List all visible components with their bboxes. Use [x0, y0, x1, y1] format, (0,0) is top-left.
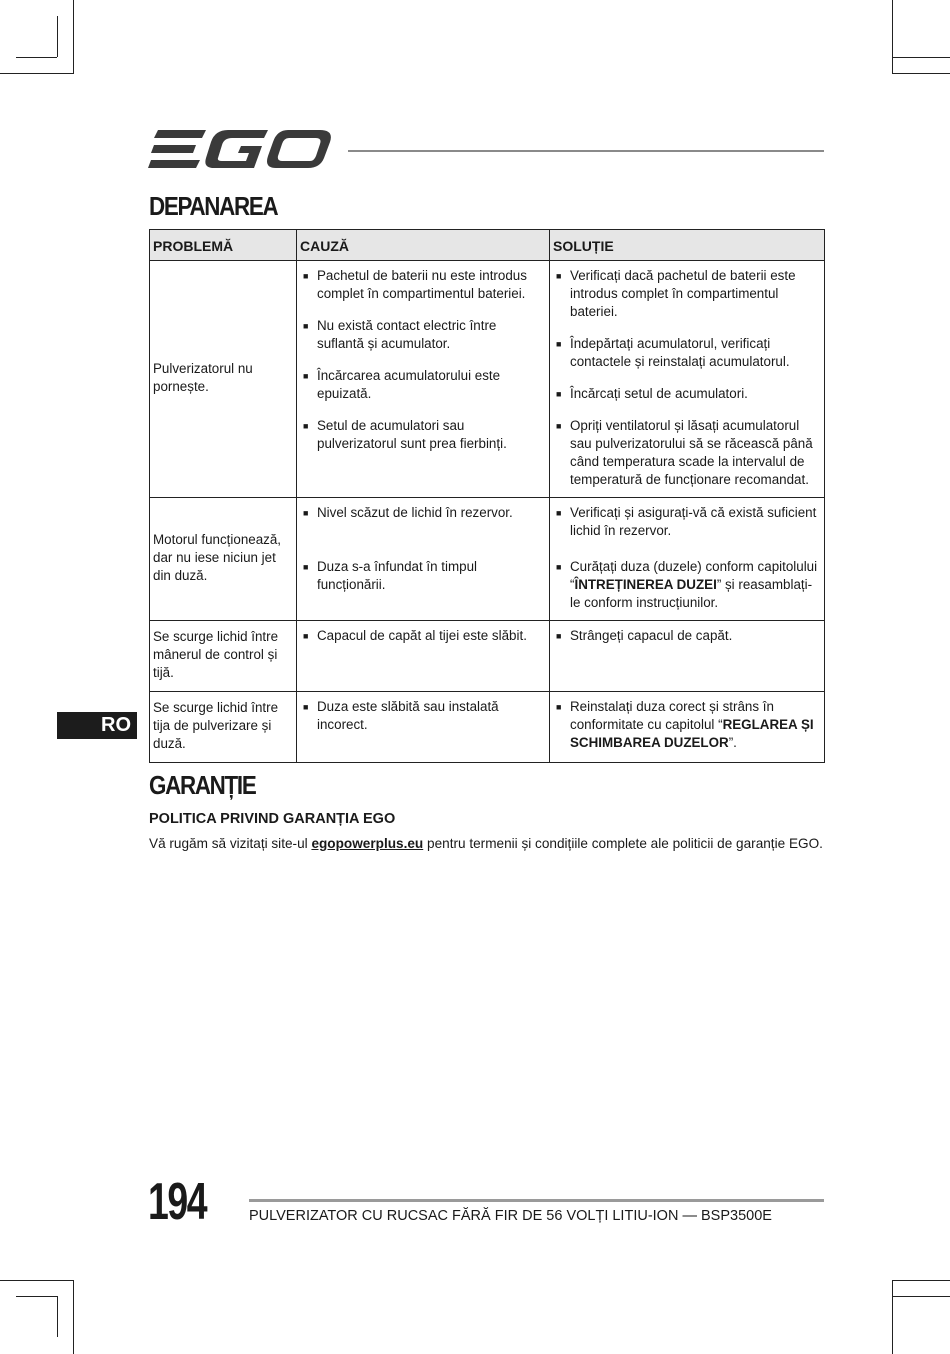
crop-mark	[0, 1280, 74, 1281]
crop-mark	[892, 1280, 950, 1281]
problem-cell: Se scurge lichid între tija de pulverizare și duză.	[150, 692, 297, 763]
crop-mark	[892, 0, 893, 74]
header-problem: PROBLEMĂ	[150, 230, 297, 261]
solution-item: ■ Curățați duza (duzele) conform capitolului “ÎNTREȚINEREA DUZEI” și reasamblați-le conform instrucțiunilor.	[554, 558, 818, 612]
cause-cell	[297, 621, 550, 692]
cause-item: ■ Duza s-a înfundat în timpul funcționării.	[301, 558, 543, 594]
cause-cell	[297, 498, 550, 621]
table-header-row	[150, 230, 825, 261]
crop-mark	[0, 73, 74, 74]
crop-mark	[892, 73, 950, 74]
page-number: 194	[148, 1173, 207, 1231]
crop-mark	[892, 1280, 893, 1354]
crop-mark	[57, 16, 58, 57]
cause-cell	[297, 261, 550, 498]
cause-item: ■ Duza este slăbită sau instalată incorect.	[301, 698, 543, 734]
footer-rule	[249, 1199, 824, 1202]
table-row	[150, 261, 825, 498]
warranty-subtitle: POLITICA PRIVIND GARANȚIA EGO	[149, 811, 396, 827]
solution-item: ■ Verificați dacă pachetul de baterii este introdus complet în compartimentul bateriei.	[554, 267, 818, 321]
solution-cell	[550, 692, 825, 763]
table-row	[150, 498, 825, 621]
solution-item: ■ Reinstalați duza corect și strâns în conformitate cu capitolul “REGLAREA ȘI SCHIMBAREA DUZELOR”.	[554, 698, 818, 752]
cause-item: ■ Pachetul de baterii nu este introdus complet în compartimentul bateriei.	[301, 267, 543, 303]
problem-cell: Pulverizatorul nu pornește.	[150, 261, 297, 498]
crop-mark	[57, 1296, 58, 1337]
table-row	[150, 692, 825, 763]
crop-mark	[892, 1296, 950, 1297]
header-rule	[348, 150, 824, 152]
cause-item: ■ Capacul de capăt al tijei este slăbit.	[301, 627, 543, 645]
ego-logo	[148, 128, 332, 172]
table-row	[150, 621, 825, 692]
cause-cell	[297, 692, 550, 763]
problem-cell: Se scurge lichid între mânerul de control și tijă.	[150, 621, 297, 692]
header-solution: SOLUȚIE	[550, 230, 825, 261]
warranty-text: Vă rugăm să vizitați site-ul egopowerplus.eu pentru termenii și condițiile complete ale politicii de garanție EGO.	[149, 836, 823, 851]
crop-mark	[892, 57, 950, 58]
language-tab: RO	[57, 712, 137, 739]
troubleshooting-table	[149, 229, 825, 763]
section-title-warranty: GARANȚIE	[149, 770, 256, 800]
crop-mark	[16, 1296, 57, 1297]
crop-mark	[73, 0, 74, 74]
warranty-link[interactable]: egopowerplus.eu	[311, 836, 424, 851]
cause-item: ■ Nivel scăzut de lichid în rezervor.	[301, 504, 543, 522]
solution-item: ■ Opriți ventilatorul și lăsați acumulatorul sau pulverizatorului să se răcească până când temperatura scade la intervalul de temperatură de funcționare recomandat.	[554, 417, 818, 489]
footer-text: PULVERIZATOR CU RUCSAC FĂRĂ FIR DE 56 VOLȚI LITIU-ION — BSP3500E	[249, 1208, 772, 1224]
solution-item: ■ Strângeți capacul de capăt.	[554, 627, 818, 645]
cause-item: ■ Încărcarea acumulatorului este epuizată.	[301, 367, 543, 403]
section-title-troubleshooting: DEPANAREA	[149, 191, 278, 221]
header-cause: CAUZĂ	[297, 230, 550, 261]
cause-item: ■ Setul de acumulatori sau pulverizatorul sunt prea fierbinți.	[301, 417, 543, 453]
solution-cell	[550, 498, 825, 621]
solution-item: ■ Încărcați setul de acumulatori.	[554, 385, 818, 403]
crop-mark	[16, 57, 57, 58]
solution-cell	[550, 621, 825, 692]
solution-item: ■ Verificați și asigurați-vă că există suficient lichid în rezervor.	[554, 504, 818, 540]
solution-item: ■ Îndepărtați acumulatorul, verificați contactele și reinstalați acumulatorul.	[554, 335, 818, 371]
solution-cell	[550, 261, 825, 498]
crop-mark	[73, 1280, 74, 1354]
problem-cell: Motorul funcționează, dar nu iese niciun jet din duză.	[150, 498, 297, 621]
cause-item: ■ Nu există contact electric între suflantă și acumulator.	[301, 317, 543, 353]
